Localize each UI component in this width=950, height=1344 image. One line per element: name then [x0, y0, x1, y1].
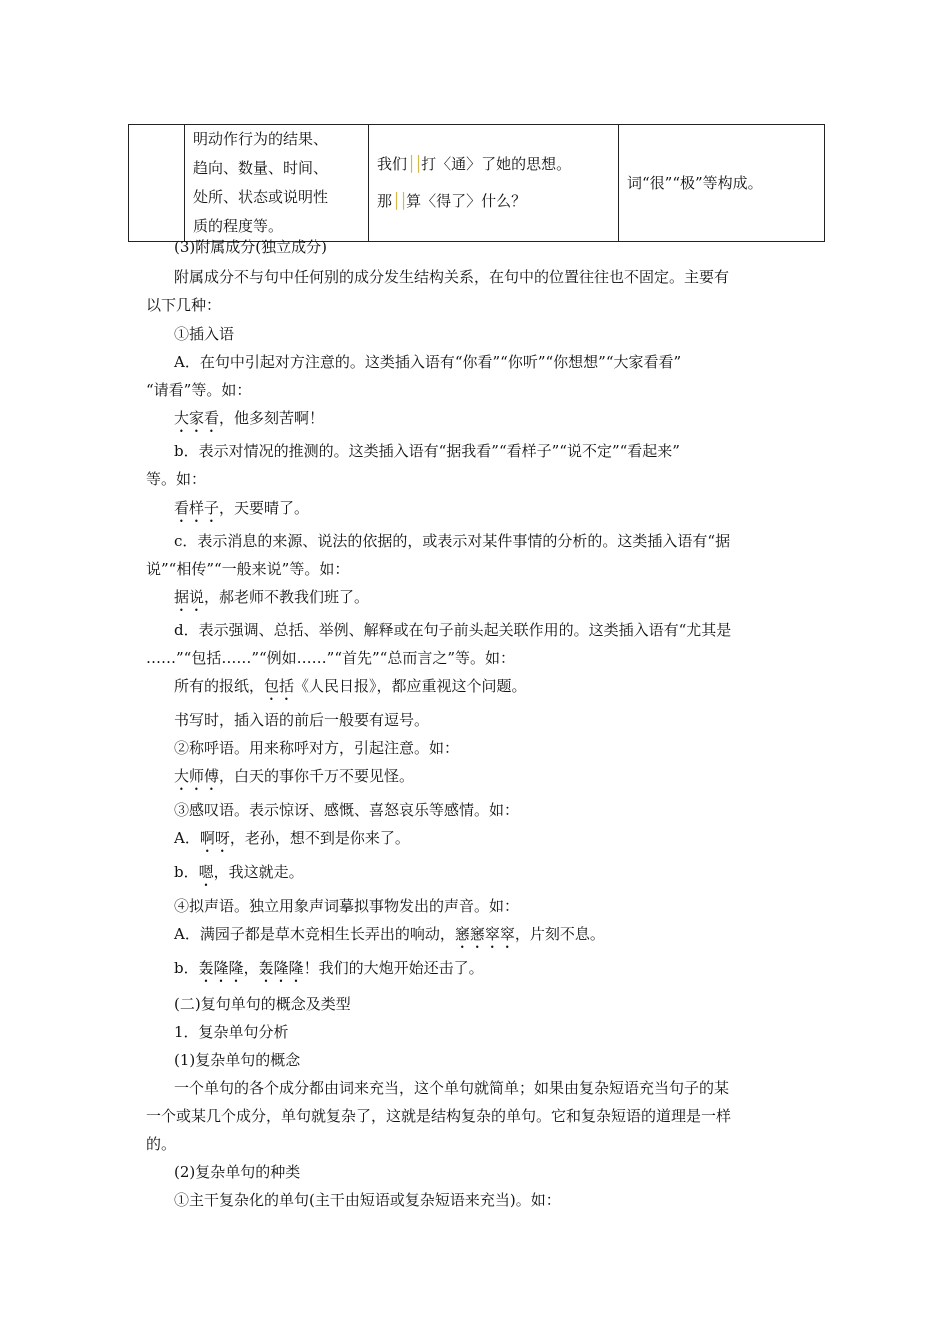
table-cell-examples — [369, 125, 619, 242]
paragraph-line: “请看”等。如： — [146, 381, 252, 399]
subsection-title: 1．复杂单句分析 — [174, 1023, 289, 1041]
paragraph-line: ①主干复杂化的单句(主干由短语或复杂短语来充当)。如： — [174, 1191, 561, 1209]
subsection-title: (1)复杂单句的概念 — [174, 1051, 301, 1069]
item-title: ④拟声语。独立用象声词摹拟事物发出的声音。如： — [174, 897, 520, 915]
paragraph-line: 等。如： — [146, 470, 207, 488]
example-sentence: A．满园子都是草木竞相生长弄出的响动，窸窸窣窣，片刻不息。 — [174, 925, 605, 943]
underline-mark-icon: ││ — [407, 155, 422, 173]
table-cell-description: 明动作行为的结果、 趋向、数量、时间、 处所、状态或说明性 质的程度等。 — [185, 125, 369, 242]
example-sentence: 所有的报纸，包括《人民日报》，都应重视这个问题。 — [174, 677, 527, 695]
paragraph-line: 附属成分不与句中任何别的成分发生结构关系，在句中的位置往往也不固定。主要有 — [174, 268, 730, 286]
paragraph-line: d．表示强调、总括、举例、解释或在句子前头起关联作用的。这类插入语有“尤其是 — [174, 621, 732, 639]
table-cell-empty — [129, 125, 185, 242]
item-title: ③感叹语。表示惊讶、感慨、喜怒哀乐等感情。如： — [174, 801, 520, 819]
example-sentence: b．嗯，我这就走。 — [174, 863, 304, 881]
subsection-title: (2)复杂单句的种类 — [174, 1163, 301, 1181]
note-line: 书写时，插入语的前后一般要有逗号。 — [174, 711, 430, 729]
paragraph-line: A．在句中引起对方注意的。这类插入语有“你看”“你听”“你想想”“大家看看” — [174, 353, 682, 371]
example-sentence: b．轰隆隆，轰隆隆！我们的大炮开始还击了。 — [174, 959, 484, 977]
example-line: 我们││打〈通〉了她的思想。 — [377, 155, 572, 173]
grammar-table-fragment — [128, 124, 825, 242]
paragraph-line: 一个或某几个成分，单句就复杂了，这就是结构复杂的单句。它和复杂短语的道理是一样 — [146, 1107, 732, 1125]
table-row — [129, 125, 825, 242]
paragraph-line: 的。 — [146, 1135, 177, 1153]
underline-mark-icon: ││ — [392, 192, 407, 210]
example-sentence: A．啊呀，老孙，想不到是你来了。 — [174, 829, 410, 847]
example-sentence: 大家看，他多刻苦啊！ — [174, 409, 325, 427]
example-sentence: 大师傅，白天的事你千万不要见怪。 — [174, 767, 415, 785]
paragraph-line: 以下几种： — [146, 296, 222, 314]
paragraph-line: ……”“包括……”“例如……”“首先”“总而言之”等。如： — [146, 649, 516, 667]
item-title: ②称呼语。用来称呼对方，引起注意。如： — [174, 739, 460, 757]
item-title: ①插入语 — [174, 325, 235, 343]
paragraph-line: 一个单句的各个成分都由词来充当，这个单句就简单；如果由复杂短语充当句子的某 — [174, 1079, 730, 1097]
paragraph-line: 说”“相传”“一般来说”等。如： — [146, 560, 350, 578]
paragraph-line: b．表示对情况的推测的。这类插入语有“据我看”“看样子”“说不定”“看起来” — [174, 442, 680, 460]
table-cell-note: 词“很”“极”等构成。 — [619, 125, 825, 242]
section-title: (二)复句单句的概念及类型 — [174, 995, 351, 1013]
example-sentence: 据说，郝老师不教我们班了。 — [174, 588, 370, 606]
paragraph-line: c．表示消息的来源、说法的依据的，或表示对某件事情的分析的。这类插入语有“据 — [174, 532, 731, 550]
example-sentence: 看样子，天要晴了。 — [174, 499, 310, 517]
example-line: 那││算〈得了〉什么？ — [377, 192, 527, 210]
subsection-title: (3)附属成分(独立成分) — [174, 238, 327, 256]
